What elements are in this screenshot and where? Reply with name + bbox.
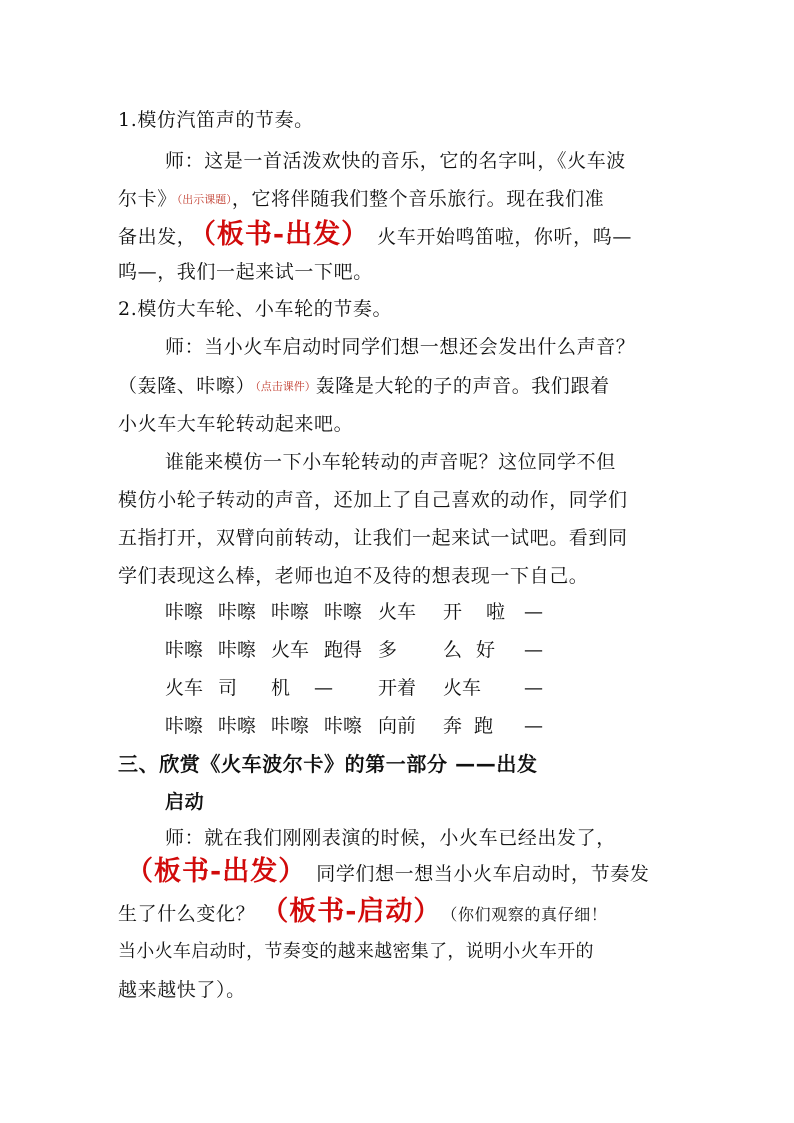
rhythm-syllable: 司 bbox=[218, 677, 238, 699]
text-span: ，它将伴随我们整个音乐旅行。现在我们准 bbox=[231, 188, 605, 210]
rhythm-syllable: — bbox=[524, 715, 543, 737]
stage-note: （点击课件） bbox=[255, 380, 316, 393]
paragraph-line: 当小火车启动时，节奏变的越来越密集了，说明小火车开的 bbox=[118, 941, 594, 962]
rhythm-syllable: 开着 bbox=[378, 677, 417, 699]
rhythm-syllable: — bbox=[524, 677, 543, 699]
text-span: 火车开始鸣笛啦，你听，呜— bbox=[377, 226, 632, 248]
rhythm-syllable: 啦 bbox=[486, 601, 506, 623]
section-heading: 三、欣赏《火车波尔卡》的第一部分 ——出发 bbox=[118, 752, 538, 776]
rhythm-syllable: 跑 bbox=[474, 715, 494, 737]
rhythm-syllable: 开 bbox=[443, 601, 463, 623]
rhythm-syllable: 多 bbox=[378, 639, 398, 661]
rhythm-syllable: 跑得 bbox=[324, 639, 363, 661]
rhythm-syllable: 咔嚓 bbox=[165, 601, 204, 623]
paragraph-line: 学们表现这么棒，老师也迫不及待的想表现一下自己。 bbox=[118, 565, 589, 587]
subsection-heading: 启动 bbox=[165, 791, 205, 813]
paragraph-line bbox=[118, 898, 607, 930]
rhythm-syllable: 火车 bbox=[165, 677, 204, 699]
rhythm-syllable: 咔嚓 bbox=[271, 715, 310, 737]
rhythm-syllable: 咔嚓 bbox=[165, 639, 204, 661]
rhythm-syllable: 火车 bbox=[443, 677, 482, 699]
paragraph-line: 呜—，我们一起来试一下吧。 bbox=[118, 261, 373, 283]
rhythm-row bbox=[0, 674, 794, 702]
text-span: （你们观察的真仔细！ bbox=[449, 905, 608, 924]
paragraph-line: 师：这是一首活泼欢快的音乐，它的名字叫，《火车波 bbox=[165, 150, 626, 172]
paragraph-line bbox=[126, 858, 649, 890]
paragraph-line: 越来越快了）。 bbox=[118, 979, 246, 1001]
heading-imitate-whistle: 1.模仿汽笛声的节奏。 bbox=[118, 109, 314, 131]
paragraph-line bbox=[118, 221, 632, 251]
rhythm-syllable: 咔嚓 bbox=[218, 639, 257, 661]
rhythm-syllable: 向前 bbox=[378, 715, 417, 737]
text-span: 轰隆是大轮的子的声音。我们跟着 bbox=[315, 375, 610, 397]
rhythm-syllable: — bbox=[524, 601, 543, 623]
rhythm-syllable: 好 bbox=[476, 639, 496, 661]
rhythm-syllable: 机 bbox=[271, 677, 291, 699]
paragraph-line: 师：就在我们刚刚表演的时候，小火车已经出发了， bbox=[165, 827, 616, 849]
text-span: 同学们想一想当小火车启动时，节奏发 bbox=[316, 863, 650, 885]
rhythm-syllable: 火车 bbox=[271, 639, 310, 661]
paragraph-line: 五指打开，双臂向前转动，让我们一起来试一试吧。看到同 bbox=[118, 527, 628, 549]
text-span: 备出发， bbox=[118, 226, 197, 248]
text-span: （轰隆、咔嚓） bbox=[118, 375, 256, 397]
board-note-depart: （板书-出发） bbox=[202, 219, 370, 250]
rhythm-row bbox=[0, 598, 794, 626]
rhythm-syllable: 咔嚓 bbox=[165, 715, 204, 737]
rhythm-syllable: 火车 bbox=[378, 601, 417, 623]
board-note-start: （板书-启动） bbox=[261, 896, 442, 927]
rhythm-syllable: 咔嚓 bbox=[218, 715, 257, 737]
rhythm-syllable: 咔嚓 bbox=[271, 601, 310, 623]
rhythm-syllable: — bbox=[314, 677, 333, 699]
paragraph-line: 模仿小轮子转动的声音，还加上了自己喜欢的动作，同学们 bbox=[118, 489, 628, 511]
stage-note: （出示课题） bbox=[176, 193, 232, 206]
rhythm-syllable: 咔嚓 bbox=[324, 601, 363, 623]
text-span: 生了什么变化？ bbox=[118, 903, 256, 925]
rhythm-syllable: 咔嚓 bbox=[218, 601, 257, 623]
rhythm-syllable: 奔 bbox=[443, 715, 463, 737]
rhythm-syllable: — bbox=[524, 639, 543, 661]
rhythm-row bbox=[0, 636, 794, 664]
paragraph-line bbox=[118, 185, 604, 214]
heading-imitate-wheels: 2.模仿大车轮、小车轮的节奏。 bbox=[118, 298, 393, 320]
rhythm-syllable: 咔嚓 bbox=[324, 715, 363, 737]
board-note-depart: （板书-出发） bbox=[126, 856, 307, 887]
rhythm-syllable: 么 bbox=[443, 639, 463, 661]
paragraph-line: 谁能来模仿一下小车轮转动的声音呢？这位同学不但 bbox=[165, 451, 616, 473]
paragraph-line: 师：当小火车启动时同学们想一想还会发出什么声音？ bbox=[165, 336, 636, 358]
rhythm-row bbox=[0, 712, 794, 740]
paragraph-line: 小火车大车轮转动起来吧。 bbox=[118, 413, 354, 435]
text-span: 尔卡》 bbox=[118, 188, 177, 210]
paragraph-line bbox=[118, 372, 610, 401]
